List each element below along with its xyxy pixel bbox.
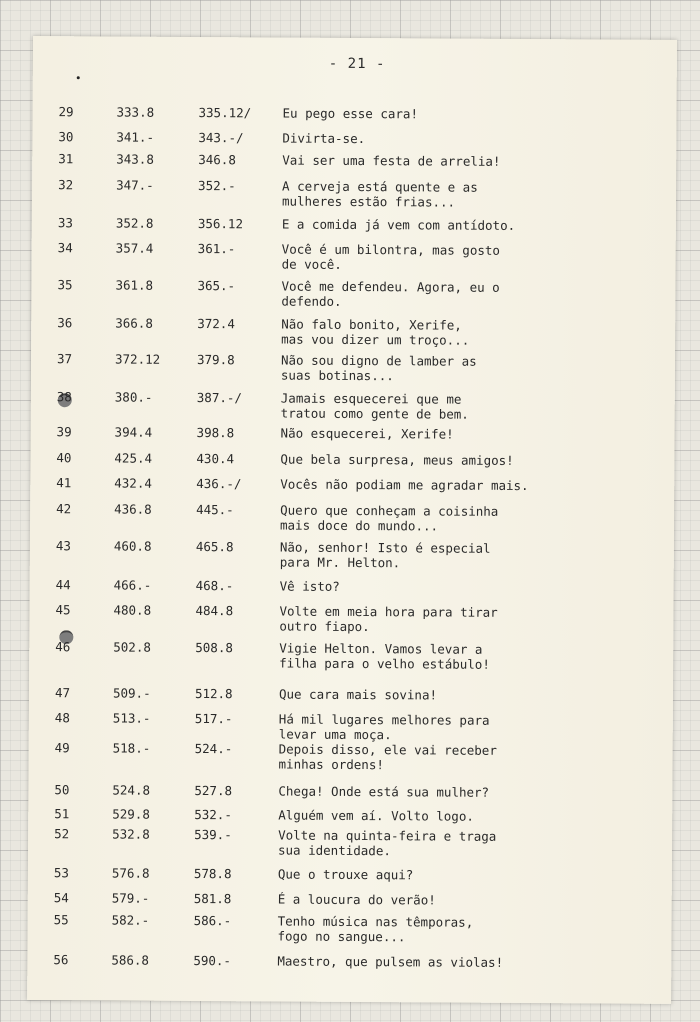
end-time: 387.-/ (196, 390, 242, 406)
end-time: 517.- (194, 711, 233, 727)
start-time: 372.12 (114, 351, 161, 367)
start-time: 579.- (111, 890, 150, 906)
start-time: 576.8 (111, 865, 150, 881)
table-row (29, 639, 673, 672)
row-number: 47 (54, 685, 71, 701)
row-number: 44 (55, 577, 71, 593)
subtitle-text: E a comida já vem com antídoto. (281, 216, 516, 233)
table-row (31, 351, 675, 384)
row-number: 42 (56, 501, 72, 517)
subtitle-text: Você me defendeu. Agora, eu o defendo. (281, 278, 500, 309)
start-time: 513.- (112, 710, 151, 726)
row-number: 35 (57, 277, 73, 293)
subtitle-text: Vê isto? (279, 578, 340, 594)
table-row (33, 104, 677, 122)
row-number: 54 (53, 890, 69, 906)
ink-speck (77, 76, 80, 79)
end-time: 445.- (196, 502, 234, 518)
end-time: 352.- (198, 178, 236, 194)
table-row (29, 710, 673, 743)
start-time: 347.- (116, 177, 154, 193)
subtitle-text: Não sou digno de lamber as suas botinas... (280, 352, 477, 384)
table-row (28, 912, 672, 945)
table-row (32, 240, 676, 272)
end-time: 581.8 (193, 890, 232, 907)
row-number: 38 (56, 389, 72, 405)
subtitle-text: Que cara mais sovina! (278, 686, 438, 703)
table-row (28, 890, 672, 908)
row-number: 55 (53, 912, 69, 928)
end-time: 365.- (197, 278, 236, 294)
end-time: 578.8 (193, 865, 232, 882)
subtitle-text: A cerveja está quente e as mulheres estão frias... (281, 178, 478, 210)
start-time: 352.8 (115, 215, 154, 231)
subtitle-text: Não, senhor! Isto é especial para Mr. Helton. (279, 539, 491, 571)
end-time: 512.8 (194, 686, 233, 702)
table-row (30, 475, 674, 494)
subtitle-text: Que bela surpresa, meus amigos! (280, 451, 514, 468)
start-time: 357.4 (115, 240, 154, 256)
subtitle-text: Eu pego esse cara! (282, 105, 419, 122)
subtitle-text: Volte em meia hora para tirar outro fiapo. (279, 603, 498, 635)
row-number: 52 (54, 826, 70, 842)
table-row (28, 782, 672, 800)
row-number: 46 (55, 639, 71, 655)
table-row (30, 501, 674, 534)
row-number: 48 (54, 710, 70, 726)
start-time: 333.8 (116, 104, 155, 120)
row-number: 40 (56, 450, 72, 466)
start-time: 532.8 (112, 826, 150, 842)
end-time: 468.- (195, 578, 234, 594)
subtitle-text: Você é um bilontra, mas gosto de você. (281, 241, 500, 272)
row-number: 31 (58, 151, 74, 167)
end-time: 524.- (194, 741, 233, 757)
start-time: 366.8 (115, 315, 153, 331)
start-time: 466.- (113, 577, 152, 593)
end-time: 508.8 (195, 640, 233, 656)
start-time: 361.8 (115, 277, 154, 293)
table-row (32, 151, 676, 169)
table-row (27, 952, 671, 970)
table-row (31, 424, 675, 442)
start-time: 436.8 (114, 501, 152, 517)
row-number: 41 (56, 475, 72, 491)
start-time: 432.4 (114, 475, 152, 491)
end-time: 361.- (197, 241, 236, 257)
subtitle-text: Volte na quinta-feira e traga sua identidade. (277, 827, 497, 859)
end-time: 356.12 (197, 216, 244, 232)
end-time: 436.-/ (196, 476, 242, 492)
subtitle-text: Tenho música nas têmporas, fogo no sangue... (277, 913, 474, 945)
table-row (30, 602, 674, 635)
row-number: 39 (56, 424, 72, 440)
row-number: 29 (58, 104, 74, 120)
row-number: 37 (56, 351, 73, 367)
row-number: 49 (54, 740, 70, 756)
typewritten-page (27, 36, 677, 1004)
table-row (31, 389, 675, 422)
end-time: 346.8 (198, 152, 236, 168)
start-time: 509.- (112, 685, 151, 701)
start-time: 380.- (114, 389, 153, 405)
row-number: 53 (53, 865, 69, 881)
subtitle-text: Alguém vem aí. Volto logo. (278, 807, 474, 824)
subtitle-text: Vai ser uma festa de arrelia! (282, 152, 501, 169)
subtitle-text: Não falo bonito, Xerife, mas vou dizer um troço... (281, 316, 470, 348)
subtitle-text: Vigie Helton. Vamos levar a filha para o velho estábulo! (279, 640, 490, 672)
row-number: 34 (57, 240, 73, 256)
table-row (32, 177, 676, 210)
end-time: 343.-/ (198, 130, 244, 146)
row-number: 51 (54, 806, 70, 822)
start-time: 529.8 (112, 806, 150, 822)
subtitle-text: Quero que conheçam a coisinha mais doce do mundo... (279, 502, 499, 534)
row-number: 33 (57, 215, 73, 231)
start-time: 582.- (111, 912, 150, 928)
subtitle-text: Não esquecerei, Xerife! (280, 425, 454, 442)
subtitle-text: Há mil lugares melhores para levar uma moça. (278, 711, 490, 743)
table-row (28, 806, 672, 824)
end-time: 398.8 (196, 425, 235, 441)
end-time: 430.4 (196, 451, 235, 467)
start-time: 586.8 (111, 952, 150, 968)
start-time: 341.- (116, 129, 155, 145)
table-row (32, 215, 676, 233)
row-number: 32 (58, 177, 74, 193)
end-time: 586.- (193, 912, 232, 929)
table-row (31, 315, 675, 348)
subtitle-text: Divirta-se. (282, 130, 366, 147)
start-time: 394.4 (114, 424, 153, 440)
table-row (30, 450, 674, 468)
end-time: 539.- (194, 826, 232, 843)
row-number: 50 (54, 782, 70, 798)
table-row (32, 277, 676, 309)
end-time: 527.8 (194, 783, 233, 799)
start-time: 524.8 (112, 782, 151, 798)
subtitle-text: Jamais esquecerei que me tratou como gente de bem. (280, 390, 469, 422)
subtitle-text: Maestro, que pulsem as violas! (277, 953, 504, 970)
end-time: 335.12/ (198, 105, 252, 121)
end-time: 372.4 (197, 316, 235, 332)
start-time: 518.- (112, 740, 151, 756)
end-time: 465.8 (195, 539, 234, 555)
end-time: 590.- (193, 952, 232, 969)
start-time: 425.4 (114, 450, 153, 466)
row-number: 56 (53, 952, 69, 968)
subtitle-text: É a loucura do verão! (277, 891, 436, 908)
table-row (29, 685, 673, 703)
end-time: 484.8 (195, 603, 234, 619)
end-time: 532.- (194, 806, 232, 823)
row-number: 30 (58, 129, 74, 145)
row-number: 43 (55, 538, 71, 554)
table-row (28, 826, 672, 859)
table-row (30, 538, 674, 571)
table-row (32, 129, 676, 147)
row-number: 36 (57, 315, 73, 331)
row-number: 45 (55, 602, 71, 618)
table-row (28, 865, 672, 883)
subtitle-text: Depois disso, ele vai receber minhas ordens! (278, 741, 497, 773)
start-time: 502.8 (113, 639, 151, 655)
page-number: - 21 - (328, 55, 386, 73)
table-row (30, 577, 674, 594)
start-time: 460.8 (113, 538, 152, 554)
subtitle-text: Chega! Onde está sua mulher? (278, 783, 490, 800)
subtitle-text: Vocês não podiam me agradar mais. (280, 476, 529, 494)
start-time: 343.8 (116, 151, 154, 167)
start-time: 480.8 (113, 602, 152, 618)
end-time: 379.8 (196, 352, 235, 368)
subtitle-table (33, 36, 677, 970)
subtitle-text: Que o trouxe aqui? (277, 866, 414, 883)
